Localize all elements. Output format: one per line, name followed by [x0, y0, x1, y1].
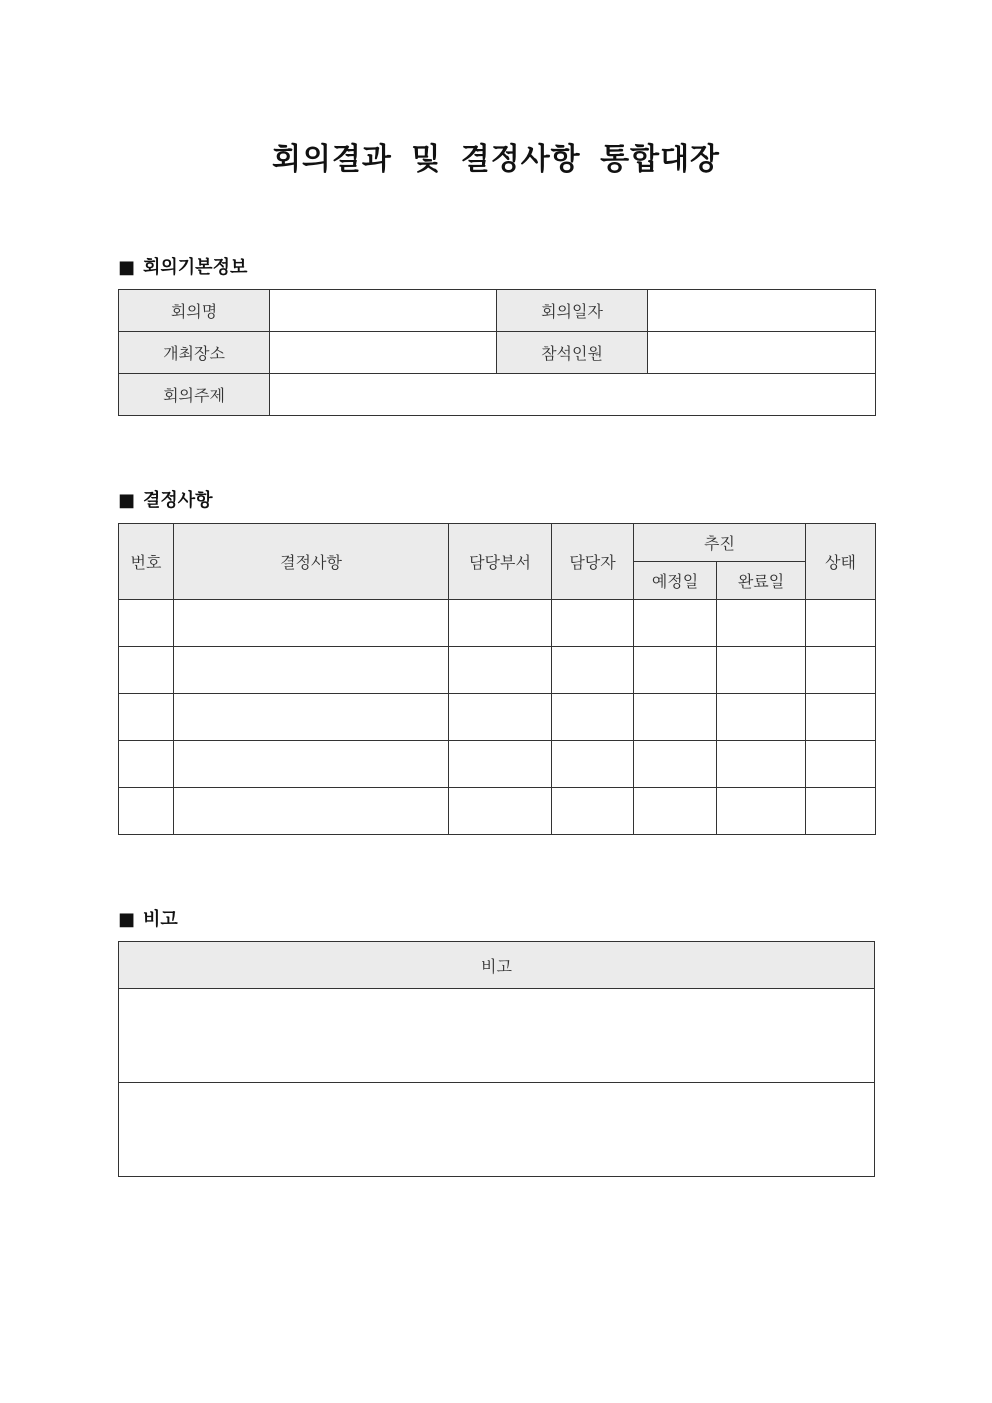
- cell-owner[interactable]: [552, 788, 634, 835]
- cell-owner[interactable]: [552, 600, 634, 647]
- section-heading-decisions: [118, 486, 213, 512]
- cell-number[interactable]: [119, 647, 174, 694]
- table-row: [119, 600, 876, 647]
- cell-decision[interactable]: [174, 694, 449, 741]
- cell-status[interactable]: [806, 788, 876, 835]
- column-header-planned-date: 예정일: [634, 562, 717, 600]
- cell-completed-date[interactable]: [717, 694, 806, 741]
- remarks-table: [118, 941, 875, 1177]
- column-header-status: 상태: [806, 524, 876, 600]
- section-heading-text: 회의기본정보: [143, 257, 248, 278]
- cell-planned-date[interactable]: [634, 741, 717, 788]
- cell-status[interactable]: [806, 694, 876, 741]
- cell-owner[interactable]: [552, 647, 634, 694]
- cell-planned-date[interactable]: [634, 600, 717, 647]
- remarks-field[interactable]: [119, 1083, 875, 1177]
- cell-planned-date[interactable]: [634, 647, 717, 694]
- cell-planned-date[interactable]: [634, 788, 717, 835]
- bullet-square-icon: ■: [118, 490, 136, 511]
- document-title: 회의결과 및 결정사항 통합대장: [271, 142, 721, 177]
- label-meeting-date: 회의일자: [497, 290, 648, 332]
- cell-number[interactable]: [119, 694, 174, 741]
- cell-planned-date[interactable]: [634, 694, 717, 741]
- table-row: [119, 989, 875, 1083]
- cell-completed-date[interactable]: [717, 647, 806, 694]
- column-header-progress: 추진: [634, 524, 806, 562]
- table-row: [119, 647, 876, 694]
- column-header-remarks: 비고: [119, 942, 875, 989]
- cell-decision[interactable]: [174, 647, 449, 694]
- cell-department[interactable]: [449, 600, 552, 647]
- section-heading-remarks: [118, 905, 178, 931]
- label-attendees: 참석인원: [497, 332, 648, 374]
- topic-field[interactable]: [270, 374, 876, 416]
- cell-status[interactable]: [806, 741, 876, 788]
- cell-number[interactable]: [119, 741, 174, 788]
- table-row: [119, 694, 876, 741]
- column-header-department: 담당부서: [449, 524, 552, 600]
- meeting-date-field[interactable]: [648, 290, 876, 332]
- label-venue: 개최장소: [119, 332, 270, 374]
- column-header-owner: 담당자: [552, 524, 634, 600]
- cell-status[interactable]: [806, 600, 876, 647]
- table-row: [119, 1083, 875, 1177]
- cell-department[interactable]: [449, 647, 552, 694]
- section-heading-text: 비고: [143, 909, 178, 930]
- basic-info-table: [118, 289, 876, 416]
- cell-department[interactable]: [449, 741, 552, 788]
- label-topic: 회의주제: [119, 374, 270, 416]
- bullet-square-icon: ■: [118, 909, 136, 930]
- cell-completed-date[interactable]: [717, 788, 806, 835]
- cell-department[interactable]: [449, 788, 552, 835]
- cell-owner[interactable]: [552, 694, 634, 741]
- decisions-table: [118, 523, 876, 835]
- cell-status[interactable]: [806, 647, 876, 694]
- column-header-decision: 결정사항: [174, 524, 449, 600]
- cell-completed-date[interactable]: [717, 741, 806, 788]
- table-row: [119, 741, 876, 788]
- cell-decision[interactable]: [174, 788, 449, 835]
- remarks-field[interactable]: [119, 989, 875, 1083]
- cell-decision[interactable]: [174, 600, 449, 647]
- cell-department[interactable]: [449, 694, 552, 741]
- meeting-name-field[interactable]: [270, 290, 497, 332]
- cell-number[interactable]: [119, 600, 174, 647]
- table-row: [119, 788, 876, 835]
- column-header-number: 번호: [119, 524, 174, 600]
- section-heading-text: 결정사항: [143, 490, 213, 511]
- cell-decision[interactable]: [174, 741, 449, 788]
- venue-field[interactable]: [270, 332, 497, 374]
- section-heading-basic-info: [118, 253, 247, 279]
- cell-number[interactable]: [119, 788, 174, 835]
- attendees-field[interactable]: [648, 332, 876, 374]
- cell-completed-date[interactable]: [717, 600, 806, 647]
- cell-owner[interactable]: [552, 741, 634, 788]
- label-meeting-name: 회의명: [119, 290, 270, 332]
- column-header-completed-date: 완료일: [717, 562, 806, 600]
- bullet-square-icon: ■: [118, 257, 136, 278]
